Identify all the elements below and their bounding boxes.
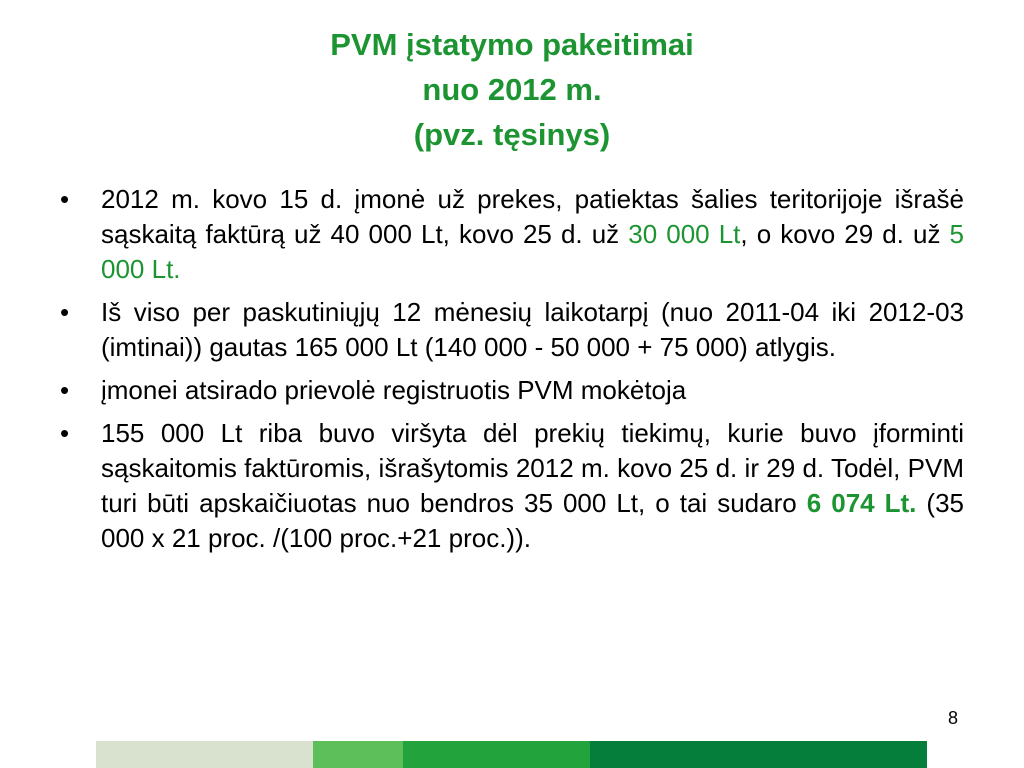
slide-title bbox=[0, 22, 1024, 157]
footer-bar-segment-light bbox=[96, 741, 313, 768]
bullet-4-text-2: (35 000 x 21 proc. /(100 proc.+21 proc.)). bbox=[101, 488, 964, 553]
bullet-marker: • bbox=[60, 418, 70, 448]
title-line-2: nuo 2012 m. bbox=[422, 72, 602, 107]
title-line-1: PVM įstatymo pakeitimai bbox=[330, 27, 694, 62]
bullet-item-2 bbox=[60, 295, 964, 365]
footer-bar-segment-mid bbox=[403, 741, 590, 768]
bullet-4-vat-amount: 6 074 Lt. bbox=[806, 488, 917, 518]
bullet-list bbox=[60, 182, 964, 564]
bullet-3-text: įmonei atsirado prievolė registruotis PVM mokėtoja bbox=[101, 375, 687, 405]
bullet-marker: • bbox=[60, 184, 70, 214]
bullet-marker: • bbox=[60, 297, 70, 327]
bullet-item-4 bbox=[60, 416, 964, 556]
bullet-1-text-2: , o kovo 29 d. už bbox=[740, 219, 950, 249]
footer-bar-segment-dark bbox=[590, 741, 927, 768]
title-line-3: (pvz. tęsinys) bbox=[413, 117, 611, 152]
bullet-1-amount-2: 5 000 Lt. bbox=[101, 219, 964, 284]
bullet-marker: • bbox=[60, 375, 70, 405]
page-number: 8 bbox=[948, 708, 959, 728]
bullet-item-3 bbox=[60, 373, 964, 408]
bullet-1-text: 2012 m. kovo 15 d. įmonė už prekes, patiektas šalies teritorijoje išrašė sąskaitą faktūrą už 40 000 Lt, kovo 25 d. už bbox=[101, 184, 964, 249]
bullet-1-amount-1: 30 000 Lt bbox=[628, 219, 741, 249]
bullet-2-text: Iš viso per paskutiniųjų 12 mėnesių laikotarpį (nuo 2011-04 iki 2012-03 (imtinai)) gautas 165 000 Lt (140 000 - 50 000 + 75 000) atlygis. bbox=[101, 297, 964, 362]
bullet-4-text: 155 000 Lt riba buvo viršyta dėl prekių tiekimų, kurie buvo įforminti sąskaitomis faktūromis, išrašytomis 2012 m. kovo 25 d. ir 29 d. Todėl, PVM turi būti apskaičiuotas nuo bendros 35 000 Lt, o tai sudaro bbox=[101, 418, 964, 518]
footer-bar-segment-mid-light bbox=[313, 741, 403, 768]
bullet-item-1 bbox=[60, 182, 964, 287]
